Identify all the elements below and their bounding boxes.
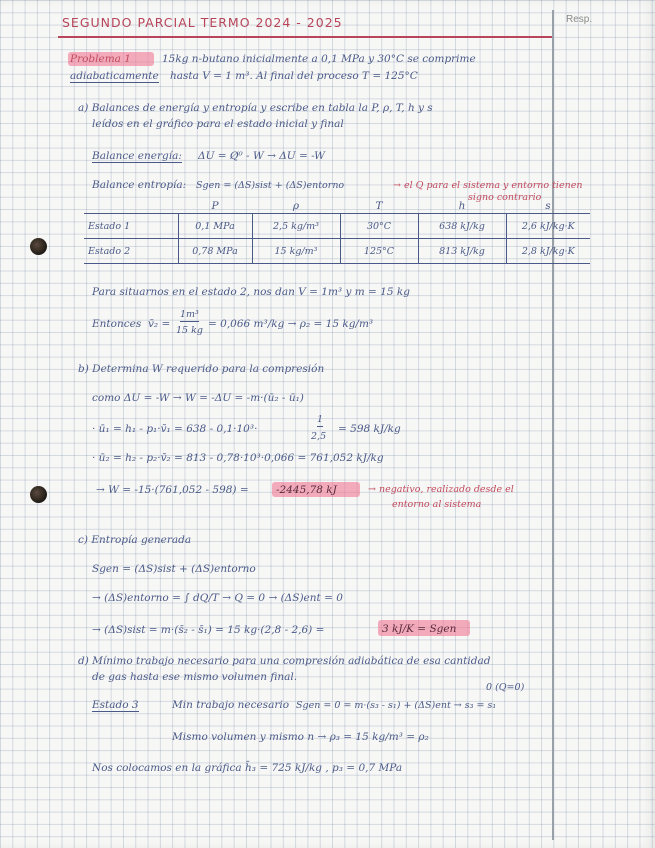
graph-reading-line: Nos colocamos en la gráfica h̄₃ = 725 kJ/kg , p₃ = 0,7 MPa <box>92 762 403 774</box>
work-note-1: → negativo, realizado desde el <box>368 484 514 495</box>
part-c-line-2: → (ΔS)entorno = ∫ dQ/T → Q = 0 → (ΔS)ent = 0 <box>92 592 343 604</box>
table-row <box>84 239 590 264</box>
q-zero-annotation: 0 (Q=0) <box>486 682 525 693</box>
cell-s2: 2,8 kJ/kg·K <box>506 239 590 264</box>
min-work-eq: Sgen = 0 = m·(s₃ - s₁) + (ΔS)ent → s₃ = s₁ <box>296 700 497 711</box>
energy-balance-eq: ΔU = Q̸⁰ - W → ΔU = -W <box>198 150 325 162</box>
u1-numerator: 1 <box>317 414 324 425</box>
problem-line-1: 15kg n-butano inicialmente a 0,1 MPa y 30°C se comprime <box>162 53 476 65</box>
part-c-heading: c) Entropía generada <box>78 534 192 546</box>
part-a-heading-2: leídos en el gráfico para el estado inicial y final <box>92 118 344 130</box>
cell-p1: 0,1 MPa <box>178 214 252 239</box>
part-c-line-1: Sgen = (ΔS)sist + (ΔS)entorno <box>92 563 256 575</box>
u1-lhs: · ū₁ = h₁ - p₁·v̄₁ = 638 - 0,1·10³· <box>92 423 258 435</box>
u2-line: · ū₂ = h₂ - p₂·v̄₂ = 813 - 0,78·10³·0,066 = 761,052 kJ/kg <box>92 452 384 464</box>
work-result: -2445,78 kJ <box>276 484 337 496</box>
properties-table <box>84 198 590 264</box>
entropy-note-2: signo contrario <box>468 192 542 203</box>
v2-denominator: 15 kg <box>176 325 203 336</box>
table-header-row <box>84 198 590 214</box>
problem-line-2: hasta V = 1 m³. Al final del proceso T = 125°C <box>170 70 418 82</box>
resp-label: Resp. <box>566 14 593 25</box>
entropy-balance-eq: Sgen = (ΔS)sist + (ΔS)entorno <box>196 180 345 191</box>
cell-t2: 125°C <box>340 239 418 264</box>
v2-lhs: v̄₂ = <box>148 318 171 330</box>
cell-p2: 0,78 MPa <box>178 239 252 264</box>
u1-denominator: 2,5 <box>311 431 327 442</box>
state-1-label: Estado 1 <box>84 214 178 239</box>
v2-numerator: 1m³ <box>180 309 199 320</box>
part-c-line-3: → (ΔS)sist = m·(s̄₂ - s̄₁) = 15 kg·(2,8 - 2,6) = <box>92 624 325 636</box>
cell-rho1: 2,5 kg/m³ <box>252 214 340 239</box>
punch-hole-bottom <box>30 486 47 503</box>
title-underline <box>58 36 552 38</box>
same-volume-line: Mismo volumen y mismo n → ρ₃ = 15 kg/m³ = ρ₂ <box>172 731 429 743</box>
work-equation: → W = -15·(761,052 - 598) = <box>96 484 249 496</box>
problem-adiabatic-word: adiabaticamente <box>70 70 159 82</box>
sgen-result: 3 kJ/K = Sgen <box>382 623 457 635</box>
entropy-note-1: → el Q para el sistema y entorno tienen <box>393 180 583 191</box>
cell-h1: 638 kJ/kg <box>418 214 506 239</box>
min-work-label: Min trabajo necesario <box>172 699 290 711</box>
part-d-heading-2: de gas hasta ese mismo volumen final. <box>92 671 298 683</box>
header-p: P <box>211 199 219 212</box>
entropy-balance-label: Balance entropía: <box>92 179 187 191</box>
state-3-label: Estado 3 <box>92 699 139 711</box>
table-row <box>84 214 590 239</box>
header-s: s <box>545 199 551 212</box>
then-label: Entonces <box>92 318 142 330</box>
work-note-2: entorno al sistema <box>392 499 482 510</box>
part-b-heading: b) Determina W requerido para la compresión <box>78 363 325 375</box>
cell-t1: 30°C <box>340 214 418 239</box>
state-2-label: Estado 2 <box>84 239 178 264</box>
header-rho: ρ <box>292 199 300 212</box>
punch-hole-top <box>30 238 47 255</box>
cell-s1: 2,6 kJ/kg·K <box>506 214 590 239</box>
locate-state-2: Para situarnos en el estado 2, nos dan V = 1m³ y m = 15 kg <box>92 286 410 298</box>
energy-balance-label: Balance energía: <box>92 150 182 162</box>
header-t: T <box>375 199 383 212</box>
part-d-heading-1: d) Mínimo trabajo necesario para una compresión adiabática de esa cantidad <box>78 655 491 667</box>
v2-rhs: = 0,066 m³/kg → ρ₂ = 15 kg/m³ <box>208 318 374 330</box>
part-a-heading-1: a) Balances de energía y entropía y escribe en tabla la P, ρ, T, h y s <box>78 102 433 114</box>
cell-h2: 813 kJ/kg <box>418 239 506 264</box>
cell-rho2: 15 kg/m³ <box>252 239 340 264</box>
part-b-line-1: como ΔU = -W → W = -ΔU = -m·(ū₂ - ū₁) <box>92 392 304 404</box>
margin-line <box>552 10 554 840</box>
u1-rhs: = 598 kJ/kg <box>338 423 401 435</box>
problem-label: Problema 1 <box>70 53 131 65</box>
header-h: h <box>458 199 466 212</box>
page-title: SEGUNDO PARCIAL TERMO 2024 - 2025 <box>62 15 343 30</box>
